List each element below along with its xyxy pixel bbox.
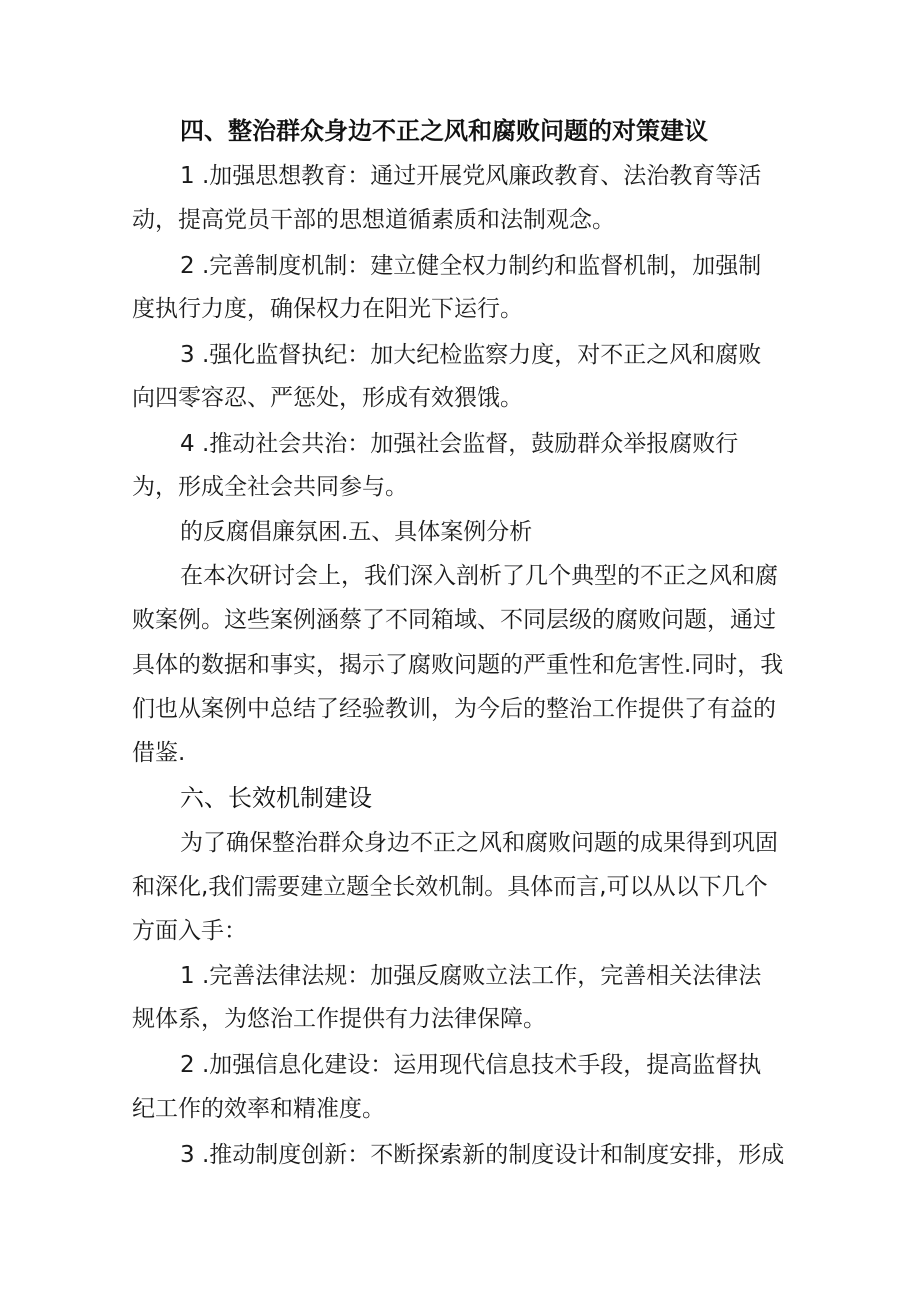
section-6-item-3-line-1: 3 .推动制度创新：不断探索新的制度设计和制度安排，形成: [180, 1142, 785, 1168]
section-4-item-4-line-1: 4 .推动社会共治：加强社会监督，鼓励群众举报腐败行: [180, 431, 739, 457]
section-6-intro-line-3: 方面入手：: [132, 918, 247, 944]
section-4-item-4-line-2: 为，形成全社会共同参与。: [132, 474, 408, 500]
section-6-heading: 六、长效机制建设: [180, 784, 372, 812]
section-4-item-1-line-2: 动，提高党员干部的思想道循素质和法制观念。: [132, 207, 615, 233]
section-6-item-1-line-1: 1 .完善法律法规：加强反腐败立法工作，完善相关法律法: [180, 963, 762, 989]
section-4-item-3-line-2: 向四零容忍、严惩处，形成有效猥饿。: [132, 385, 523, 411]
section-4-heading: 四、整治群众身边不正之风和腐败问题的对策建议: [180, 117, 708, 145]
section-5-paragraph-line-4: 们也从案例中总结了经验教训，为今后的整治工作提供了有益的: [132, 696, 776, 722]
section-4-item-2-line-2: 度执行力度，确保权力在阳光下运行。: [132, 296, 523, 322]
section-6-item-1-line-2: 规体系，为悠治工作提供有力法律保障。: [132, 1006, 546, 1032]
section-6-intro-line-2: 和深化,我们需要建立题全长效机制。具体而言,可以从以下几个: [132, 874, 768, 900]
section-6-intro-line-1: 为了确保整治群众身边不正之风和腐败问题的成果得到巩固: [180, 830, 778, 856]
section-4-trailing-line: 的反腐倡廉氛困.五、具体案例分析: [180, 519, 533, 545]
section-4-item-2-line-1: 2 .完善制度机制：建立健全权力制约和监督机制，加强制: [180, 253, 762, 279]
section-6-item-2-line-1: 2 .加强信息化建设：运用现代信息技术手段，提高监督执: [180, 1052, 762, 1078]
section-6-item-2-line-2: 纪工作的效率和精准度。: [132, 1096, 385, 1122]
section-5-paragraph-line-3: 具体的数据和事实，揭示了腐败问题的严重性和危害性.同时，我: [132, 652, 784, 678]
section-5-paragraph-line-5: 借鉴.: [132, 740, 186, 766]
section-4-item-3-line-1: 3 .强化监督执纪：加大纪检监察力度，对不正之风和腐败: [180, 342, 762, 368]
section-5-paragraph-line-2: 败案例。这些案例涵蔡了不同箱域、不同层级的腐败问题，通过: [132, 607, 776, 633]
section-4-item-1-line-1: 1 .加强思想教育：通过开展党风廉政教育、法治教育等活: [180, 163, 762, 189]
section-5-paragraph-line-1: 在本次研讨会上，我们深入剖析了几个典型的不正之风和腐: [180, 563, 778, 589]
